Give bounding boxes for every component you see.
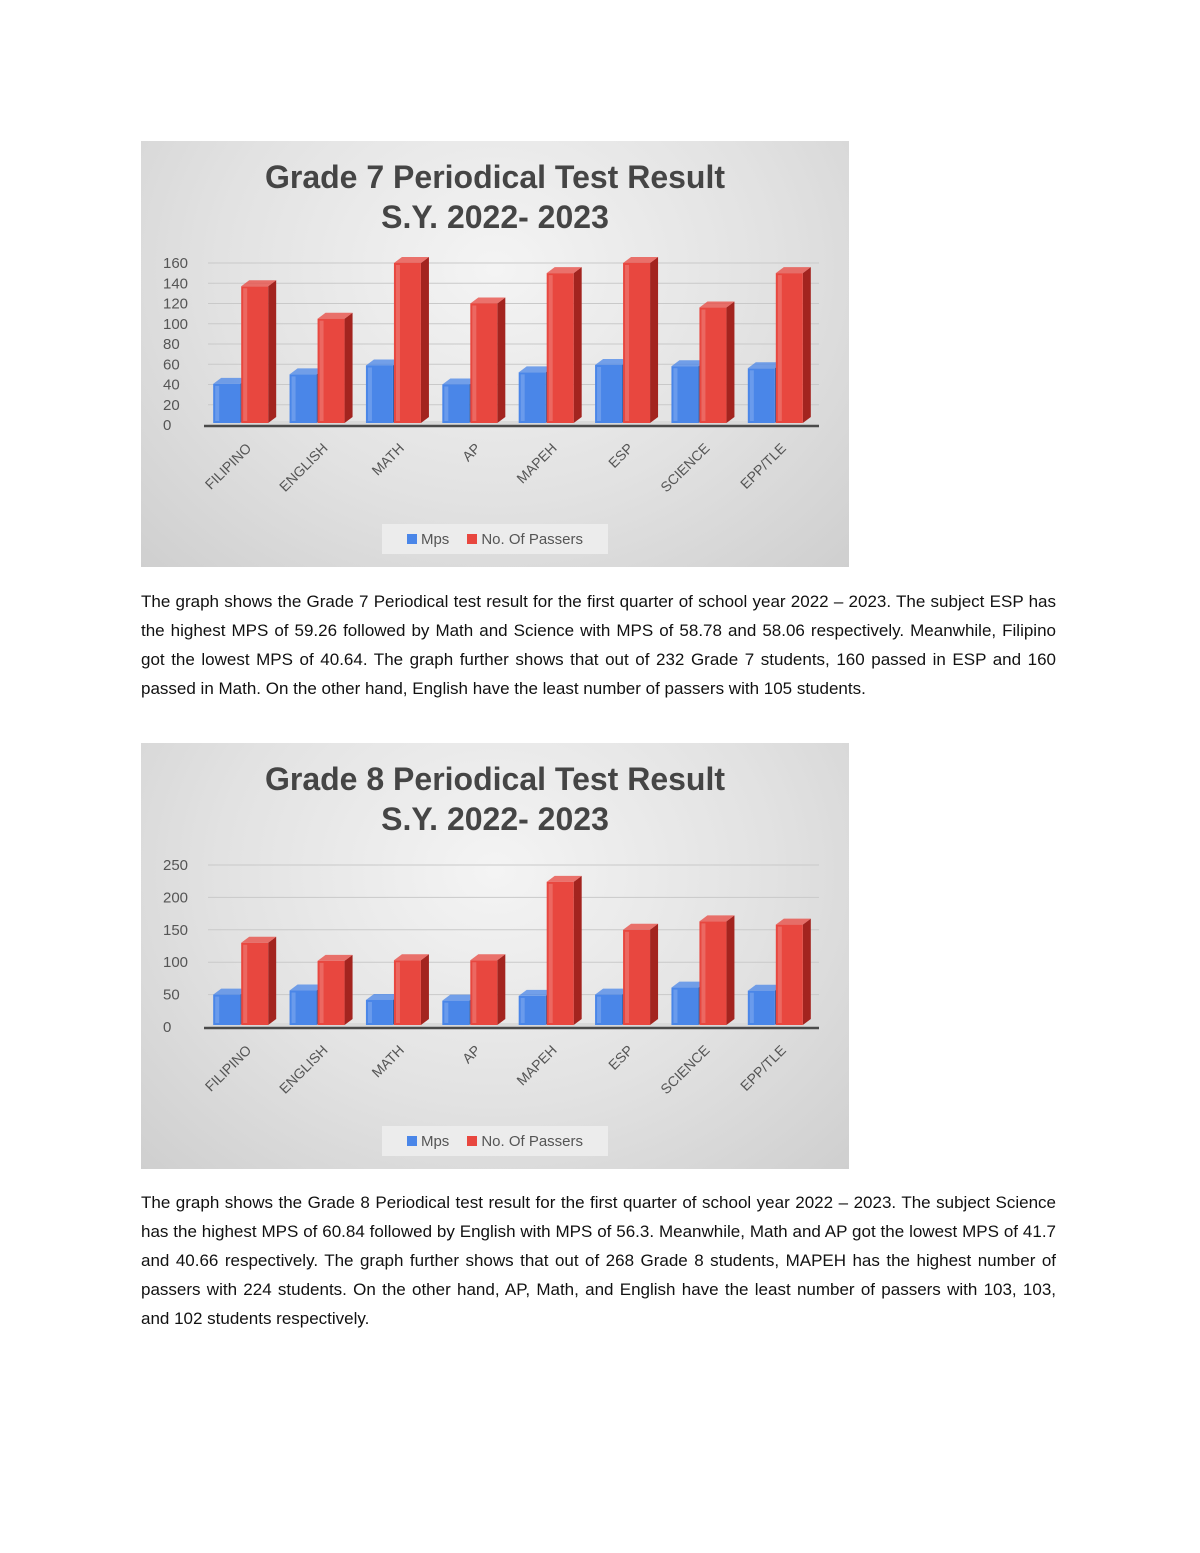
legend-item-mps <box>407 531 449 548</box>
grade8-description: The graph shows the Grade 8 Periodical test result for the first quarter of school year 2022 – 2023. The subject Science has the highest MPS of 60.84 followed by English with MPS of 56.3. Meanwhile, Math and AP got the lowest MPS of 41.7 and 40.66 respectively. The graph further shows that out of 268 Grade 8 students, MAPEH has the highest number of passers with 224 students. On the other hand, AP, Math, and English have the least number of passers with 103, 103, and 102 students respectively. <box>141 1193 1056 1328</box>
x-tick-label: ENGLISH <box>275 1041 331 1097</box>
y-tick-label: 50 <box>163 986 180 1004</box>
passers-bar <box>241 280 276 423</box>
legend-label-passers: No. Of Passers <box>481 1132 584 1150</box>
legend-label-passers: No. Of Passers <box>481 530 584 548</box>
passers-bar <box>470 954 505 1025</box>
chart-legend <box>382 1126 608 1156</box>
legend-label-mps: Mps <box>420 530 450 548</box>
passers-bar <box>318 955 353 1025</box>
passers-bar <box>470 298 505 424</box>
grade7-chart <box>141 141 849 567</box>
passers-bar <box>394 257 429 423</box>
y-tick-label: 140 <box>163 275 189 293</box>
x-tick-label: AP <box>458 1041 484 1067</box>
passers-bar <box>394 954 429 1025</box>
y-tick-label: 200 <box>163 889 189 907</box>
x-tick-label: EPP/TLE <box>736 1041 789 1094</box>
legend-item-mps <box>407 1133 449 1150</box>
y-tick-label: 100 <box>163 954 189 972</box>
y-tick-label: 0 <box>163 1019 172 1036</box>
y-tick-label: 150 <box>163 921 189 939</box>
grade7-description: The graph shows the Grade 7 Periodical test result for the first quarter of school year 2022 – 2023. The subject ESP has the highest MPS of 59.26 followed by Math and Science with MPS of 58.78 and 58.06 respectively. Meanwhile, Filipino got the lowest MPS of 40.64. The graph further shows that out of 232 Grade 7 students, 160 passed in ESP and 160 passed in Math. On the other hand, English have the least number of passers with 105 students. <box>141 592 1056 698</box>
y-tick-label: 80 <box>163 336 180 353</box>
grade8-plot <box>141 743 849 1169</box>
passers-bar <box>547 876 582 1025</box>
legend-label-mps: Mps <box>420 1132 450 1150</box>
passers-bar <box>623 257 658 423</box>
legend-item-passers <box>467 531 583 548</box>
passers-bar <box>699 915 734 1025</box>
x-tick-label: FILIPINO <box>201 1041 255 1095</box>
y-tick-label: 160 <box>163 255 189 272</box>
x-tick-label: MAPEH <box>513 1041 560 1089</box>
chart-subtitle: S.Y. 2022- 2023 <box>381 801 609 837</box>
y-tick-label: 60 <box>163 356 180 374</box>
grade7-plot <box>141 141 849 567</box>
passers-bar <box>241 937 276 1025</box>
passers-bar <box>623 924 658 1025</box>
legend-swatch-passers <box>467 534 477 544</box>
y-tick-label: 40 <box>163 376 180 394</box>
legend-item-passers <box>467 1133 583 1150</box>
chart-legend <box>382 524 608 554</box>
chart-title: Grade 8 Periodical Test Result <box>264 761 725 797</box>
passers-bar <box>699 302 734 423</box>
y-tick-label: 250 <box>163 857 189 874</box>
grade8-chart <box>141 743 849 1169</box>
legend-swatch-mps <box>407 1136 417 1146</box>
chart-title: Grade 7 Periodical Test Result <box>264 159 725 195</box>
passers-bar <box>547 267 582 423</box>
x-tick-label: MATH <box>368 439 408 479</box>
y-tick-label: 0 <box>163 417 172 434</box>
x-tick-label: FILIPINO <box>201 439 255 493</box>
y-tick-label: 120 <box>163 295 189 313</box>
y-tick-label: 20 <box>163 396 180 414</box>
x-tick-label: MAPEH <box>513 439 560 487</box>
passers-bar <box>776 267 811 423</box>
x-tick-label: SCIENCE <box>657 1041 713 1098</box>
legend-swatch-mps <box>407 534 417 544</box>
x-tick-label: SCIENCE <box>657 439 713 496</box>
legend-swatch-passers <box>467 1136 477 1146</box>
x-tick-label: ESP <box>605 439 637 471</box>
y-tick-label: 100 <box>163 315 189 333</box>
chart-subtitle: S.Y. 2022- 2023 <box>381 199 609 235</box>
x-tick-label: MATH <box>368 1041 408 1081</box>
passers-bar <box>318 313 353 423</box>
x-tick-label: AP <box>458 439 484 465</box>
x-tick-label: ENGLISH <box>275 439 331 495</box>
x-tick-label: EPP/TLE <box>736 439 789 492</box>
x-tick-label: ESP <box>605 1041 637 1073</box>
passers-bar <box>776 919 811 1025</box>
